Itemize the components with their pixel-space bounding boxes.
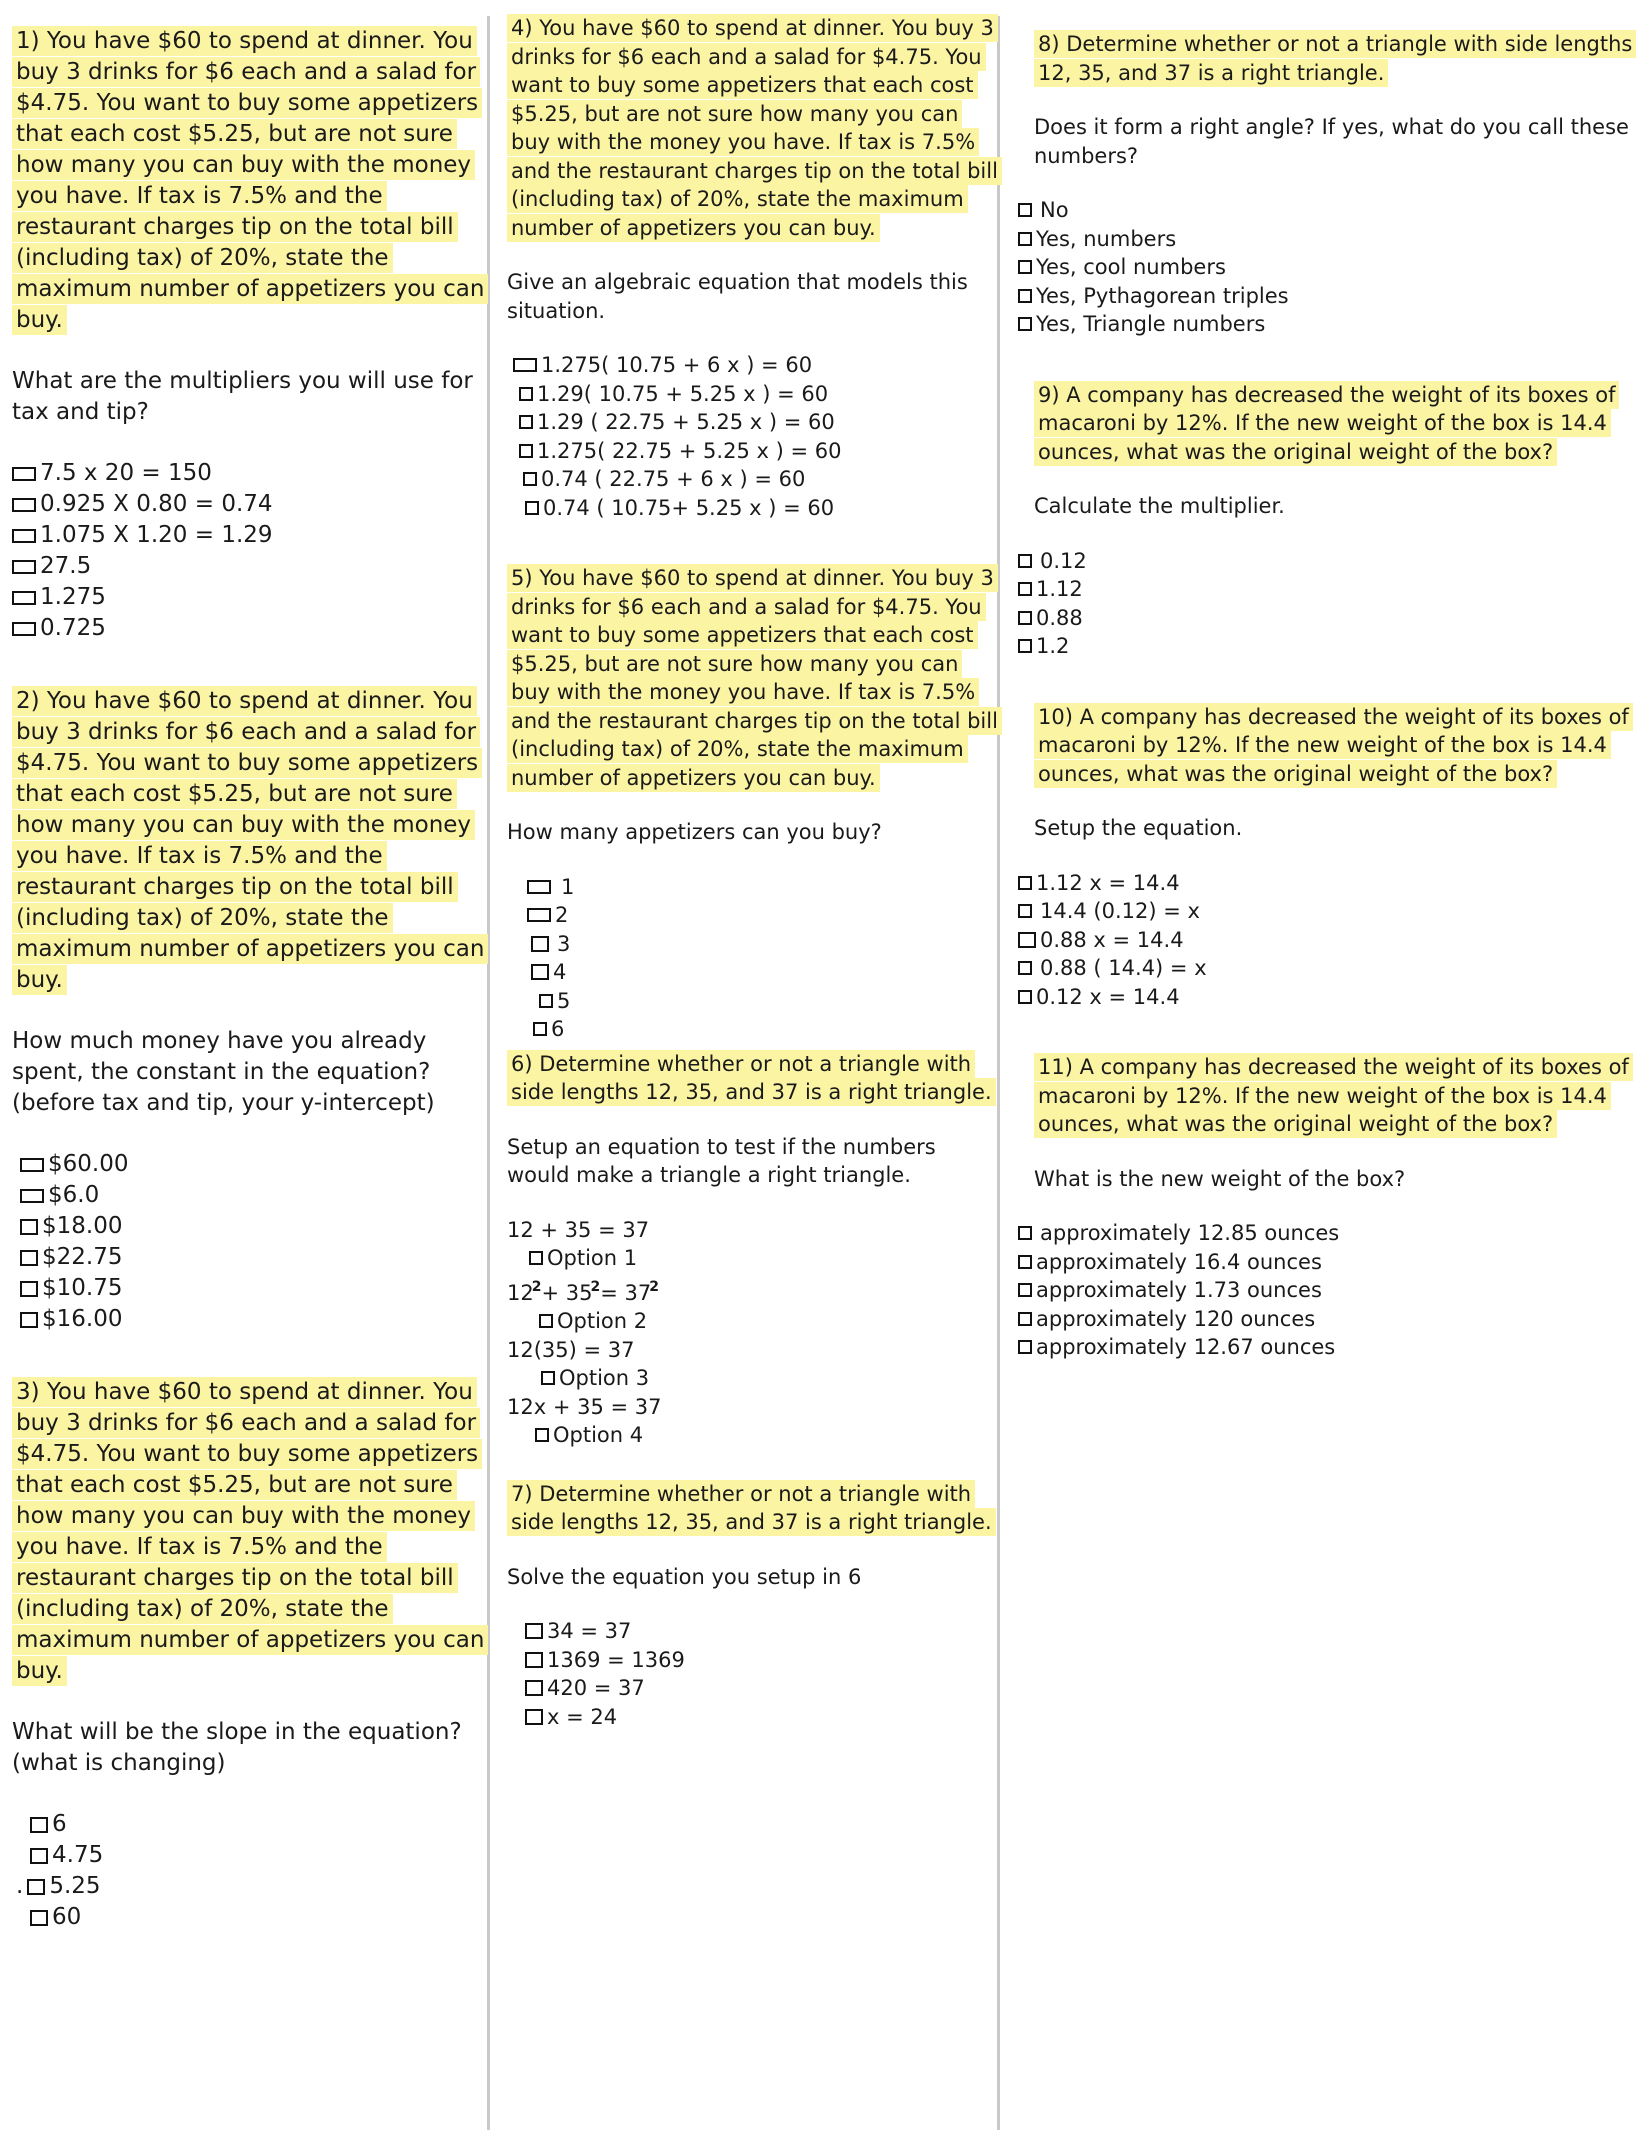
option[interactable]: 1.2	[1018, 632, 1650, 661]
question-9	[1018, 381, 1650, 661]
question-7-prompt: Solve the equation you setup in 6	[507, 1564, 862, 1589]
checkbox[interactable]	[1018, 1312, 1032, 1326]
checkbox[interactable]	[513, 358, 537, 372]
option[interactable]: 0.725	[12, 613, 485, 644]
equation-1: 12 + 35 = 37	[507, 1217, 650, 1242]
checkbox[interactable]	[1018, 554, 1032, 568]
checkbox[interactable]	[12, 591, 36, 605]
question-1-prompt: What are the multipliers you will use for tax and tip?	[12, 368, 473, 425]
option[interactable]: $10.75	[20, 1273, 485, 1304]
checkbox[interactable]	[1018, 1255, 1032, 1269]
option[interactable]: Yes, Triangle numbers	[1018, 310, 1650, 339]
option[interactable]: 4.75	[30, 1840, 485, 1871]
option[interactable]: $60.00	[20, 1149, 485, 1180]
checkbox[interactable]	[20, 1281, 38, 1297]
equation-3: 12(35) = 37	[507, 1337, 635, 1362]
checkbox[interactable]	[541, 1371, 555, 1385]
checkbox[interactable]	[527, 880, 551, 894]
option[interactable]: approximately 12.67 ounces	[1018, 1333, 1650, 1362]
question-11	[1018, 1053, 1650, 1362]
option[interactable]: No	[1018, 196, 1650, 225]
question-8-stem: 8) Determine whether or not a triangle with side lengths 12, 35, and 37 is a right triangle.	[1034, 30, 1636, 87]
checkbox[interactable]	[531, 936, 549, 952]
question-8-prompt: Does it form a right angle? If yes, what do you call these numbers?	[1034, 115, 1629, 168]
option[interactable]: 4	[527, 958, 1002, 987]
checkbox[interactable]	[1018, 582, 1032, 596]
question-10	[1018, 703, 1650, 1012]
checkbox[interactable]	[1018, 260, 1032, 274]
checkbox[interactable]	[1018, 961, 1032, 975]
question-3	[12, 1377, 485, 1933]
checkbox[interactable]	[519, 387, 533, 401]
option[interactable]: 14.4 (0.12) = x	[1018, 897, 1650, 926]
question-9-options	[1018, 547, 1650, 661]
question-9-stem: 9) A company has decreased the weight of its boxes of macaroni by 12%. If the new weight of the box is 14.4 ounces, what was the original weight of the box?	[1034, 381, 1619, 466]
checkbox[interactable]	[1018, 1283, 1032, 1297]
checkbox[interactable]	[529, 1251, 543, 1265]
checkbox[interactable]	[527, 908, 551, 922]
option[interactable]: 0.88 x = 14.4	[1018, 926, 1650, 955]
option[interactable]: approximately 120 ounces	[1018, 1305, 1650, 1334]
option[interactable]: 1.12 x = 14.4	[1018, 869, 1650, 898]
checkbox[interactable]	[20, 1312, 38, 1328]
checkbox[interactable]	[1018, 904, 1032, 918]
question-9-prompt: Calculate the multiplier.	[1034, 494, 1285, 518]
option[interactable]: 60	[30, 1902, 485, 1933]
checkbox[interactable]	[20, 1250, 38, 1266]
checkbox[interactable]	[12, 467, 36, 481]
checkbox[interactable]	[525, 1652, 543, 1668]
checkbox[interactable]	[525, 1623, 543, 1639]
option[interactable]: 6	[527, 1015, 1002, 1044]
column-3	[1003, 0, 1650, 1404]
checkbox[interactable]	[533, 1022, 547, 1036]
checkbox[interactable]	[12, 529, 36, 543]
checkbox[interactable]	[30, 1817, 48, 1833]
option[interactable]: 1369 = 1369	[525, 1646, 1002, 1675]
checkbox[interactable]	[20, 1158, 44, 1172]
checkbox[interactable]	[30, 1848, 48, 1864]
question-8	[1018, 30, 1650, 339]
column-divider-left	[487, 16, 490, 2130]
option[interactable]: 1.29 ( 22.75 + 5.25 x ) = 60	[513, 408, 1002, 437]
column-1	[0, 0, 485, 1975]
option[interactable]: 1.075 X 1.20 = 1.29	[12, 520, 485, 551]
question-4-prompt: Give an algebraic equation that models this situation.	[507, 270, 968, 323]
question-6-stem: 6) Determine whether or not a triangle with side lengths 12, 35, and 37 is a right triangle.	[507, 1050, 996, 1107]
option[interactable]: $22.75	[20, 1242, 485, 1273]
checkbox[interactable]	[523, 472, 537, 486]
question-5-stem: 5) You have $60 to spend at dinner. You buy 3 drinks for $6 each and a salad for $4.75. You want to buy some appetizers that each cost $5.25, but are not sure how many you can buy with the money you have. If tax is 7.5% and the restaurant charges tip on the total bill (including tax) of 20%, state the maximum number of appetizers you can buy.	[507, 564, 1002, 792]
option[interactable]: approximately 12.85 ounces	[1018, 1219, 1650, 1248]
option[interactable]: 1	[527, 873, 1002, 902]
checkbox[interactable]	[519, 415, 533, 429]
option[interactable]: 3	[527, 930, 1002, 959]
checkbox[interactable]	[12, 622, 36, 636]
checkbox[interactable]	[20, 1189, 44, 1203]
question-6	[507, 1050, 1002, 1450]
question-5	[507, 564, 1002, 1044]
checkbox[interactable]	[20, 1219, 38, 1235]
option[interactable]: 1.275( 22.75 + 5.25 x ) = 60	[513, 437, 1002, 466]
checkbox[interactable]	[1018, 932, 1036, 948]
checkbox[interactable]	[12, 498, 36, 512]
checkbox[interactable]	[539, 1314, 553, 1328]
checkbox[interactable]	[525, 501, 539, 515]
stray-mark: .	[16, 1873, 24, 1899]
option-3[interactable]: Option 3	[507, 1364, 1002, 1393]
option[interactable]: Yes, Pythagorean triples	[1018, 282, 1650, 311]
option[interactable]: 420 = 37	[525, 1674, 1002, 1703]
option[interactable]: 7.5 x 20 = 150	[12, 458, 485, 489]
option[interactable]: 1.29( 10.75 + 5.25 x ) = 60	[513, 380, 1002, 409]
question-7	[507, 1480, 1002, 1732]
checkbox[interactable]	[531, 964, 549, 980]
checkbox[interactable]	[539, 994, 553, 1008]
checkbox[interactable]	[27, 1879, 45, 1895]
option[interactable]: 34 = 37	[525, 1617, 1002, 1646]
checkbox[interactable]	[1018, 203, 1032, 217]
option[interactable]: 0.74 ( 22.75 + 6 x ) = 60	[513, 465, 1002, 494]
option[interactable]: 1.275( 10.75 + 6 x ) = 60	[513, 351, 1002, 380]
option[interactable]: . 5.25	[16, 1871, 485, 1902]
checkbox[interactable]	[525, 1680, 543, 1696]
option[interactable]: x = 24	[525, 1703, 1002, 1732]
question-8-options	[1018, 196, 1650, 339]
question-7-options	[507, 1617, 1002, 1731]
question-4-options	[507, 351, 1002, 522]
checkbox[interactable]	[1018, 232, 1032, 246]
option[interactable]: 0.74 ( 10.75+ 5.25 x ) = 60	[513, 494, 1002, 523]
option[interactable]: 27.5	[12, 551, 485, 582]
checkbox[interactable]	[525, 1709, 543, 1725]
question-7-stem: 7) Determine whether or not a triangle with side lengths 12, 35, and 37 is a right triangle.	[507, 1480, 996, 1537]
checkbox[interactable]	[1018, 1340, 1032, 1354]
option[interactable]: Yes, cool numbers	[1018, 253, 1650, 282]
option-4[interactable]: Option 4	[507, 1421, 1002, 1450]
question-2-stem: 2) You have $60 to spend at dinner. You buy 3 drinks for $6 each and a salad for $4.75. You want to buy some appetizers that each cost $5.25, but are not sure how many you can buy with the money you have. If tax is 7.5% and the restaurant charges tip on the total bill (including tax) of 20%, state the maximum number of appetizers you can buy.	[12, 686, 488, 995]
checkbox[interactable]	[30, 1910, 48, 1926]
option[interactable]: 0.12 x = 14.4	[1018, 983, 1650, 1012]
question-3-prompt: What will be the slope in the equation? (what is changing)	[12, 1719, 462, 1776]
checkbox[interactable]	[535, 1428, 549, 1442]
checkbox[interactable]	[1018, 1226, 1032, 1240]
question-10-prompt: Setup the equation.	[1034, 816, 1243, 840]
option[interactable]: $6.0	[20, 1180, 485, 1211]
option[interactable]: Yes, numbers	[1018, 225, 1650, 254]
question-11-options	[1018, 1219, 1650, 1362]
question-2-options	[12, 1149, 485, 1335]
question-10-stem: 10) A company has decreased the weight of its boxes of macaroni by 12%. If the new weight of the box is 14.4 ounces, what was the original weight of the box?	[1034, 703, 1633, 788]
option[interactable]: 6	[30, 1809, 485, 1840]
option[interactable]: 0.88	[1018, 604, 1650, 633]
checkbox[interactable]	[1018, 990, 1032, 1004]
question-4-stem: 4) You have $60 to spend at dinner. You buy 3 drinks for $6 each and a salad for $4.75. You want to buy some appetizers that each cost $5.25, but are not sure how many you can buy with the money you have. If tax is 7.5% and the restaurant charges tip on the total bill (including tax) of 20%, state the maximum number of appetizers you can buy.	[507, 14, 1002, 242]
option[interactable]: 5	[527, 987, 1002, 1016]
question-2-prompt: How much money have you already spent, the constant in the equation? (before tax and tip, your y-intercept)	[12, 1028, 435, 1116]
question-3-options	[12, 1809, 485, 1933]
option[interactable]: approximately 16.4 ounces	[1018, 1248, 1650, 1277]
option[interactable]: $16.00	[20, 1304, 485, 1335]
question-11-prompt: What is the new weight of the box?	[1034, 1166, 1406, 1191]
checkbox[interactable]	[519, 444, 533, 458]
option[interactable]: approximately 1.73 ounces	[1018, 1276, 1650, 1305]
option[interactable]: 0.925 X 0.80 = 0.74	[12, 489, 485, 520]
column-2	[492, 0, 1002, 1773]
checkbox[interactable]	[1018, 289, 1032, 303]
question-1-stem: 1) You have $60 to spend at dinner. You buy 3 drinks for $6 each and a salad for $4.75. You want to buy some appetizers that each cost $5.25, but are not sure how many you can buy with the money you have. If tax is 7.5% and the restaurant charges tip on the total bill (including tax) of 20%, state the maximum number of appetizers you can buy.	[12, 26, 488, 335]
checkbox[interactable]	[1018, 876, 1032, 890]
option[interactable]: $18.00	[20, 1211, 485, 1242]
option-2[interactable]: Option 2	[507, 1307, 1002, 1336]
question-5-options	[507, 873, 1002, 1044]
option[interactable]: 0.12	[1018, 547, 1650, 576]
question-5-prompt: How many appetizers can you buy?	[507, 820, 882, 844]
question-1-options	[12, 458, 485, 644]
question-6-prompt: Setup an equation to test if the numbers would make a triangle a right triangle.	[507, 1134, 936, 1187]
option[interactable]: 0.88 ( 14.4) = x	[1018, 954, 1650, 983]
question-11-stem: 11) A company has decreased the weight of its boxes of macaroni by 12%. If the new weight of the box is 14.4 ounces, what was the original weight of the box?	[1034, 1053, 1633, 1138]
question-2	[12, 686, 485, 1335]
checkbox[interactable]	[1018, 611, 1032, 625]
checkbox[interactable]	[1018, 639, 1032, 653]
question-4	[507, 14, 1002, 522]
option[interactable]: 1.12	[1018, 575, 1650, 604]
option-1[interactable]: Option 1	[507, 1244, 1002, 1273]
checkbox[interactable]	[1018, 317, 1032, 331]
equation-4: 12x + 35 = 37	[507, 1394, 662, 1419]
question-10-options	[1018, 869, 1650, 1012]
question-3-stem: 3) You have $60 to spend at dinner. You buy 3 drinks for $6 each and a salad for $4.75. You want to buy some appetizers that each cost $5.25, but are not sure how many you can buy with the money you have. If tax is 7.5% and the restaurant charges tip on the total bill (including tax) of 20%, state the maximum number of appetizers you can buy.	[12, 1377, 488, 1686]
option[interactable]: 1.275	[12, 582, 485, 613]
question-1	[12, 26, 485, 644]
equation-2: $12^2+ 35^2= 37^2$	[507, 1278, 659, 1305]
option[interactable]: 2	[527, 901, 1002, 930]
checkbox[interactable]	[12, 560, 36, 574]
